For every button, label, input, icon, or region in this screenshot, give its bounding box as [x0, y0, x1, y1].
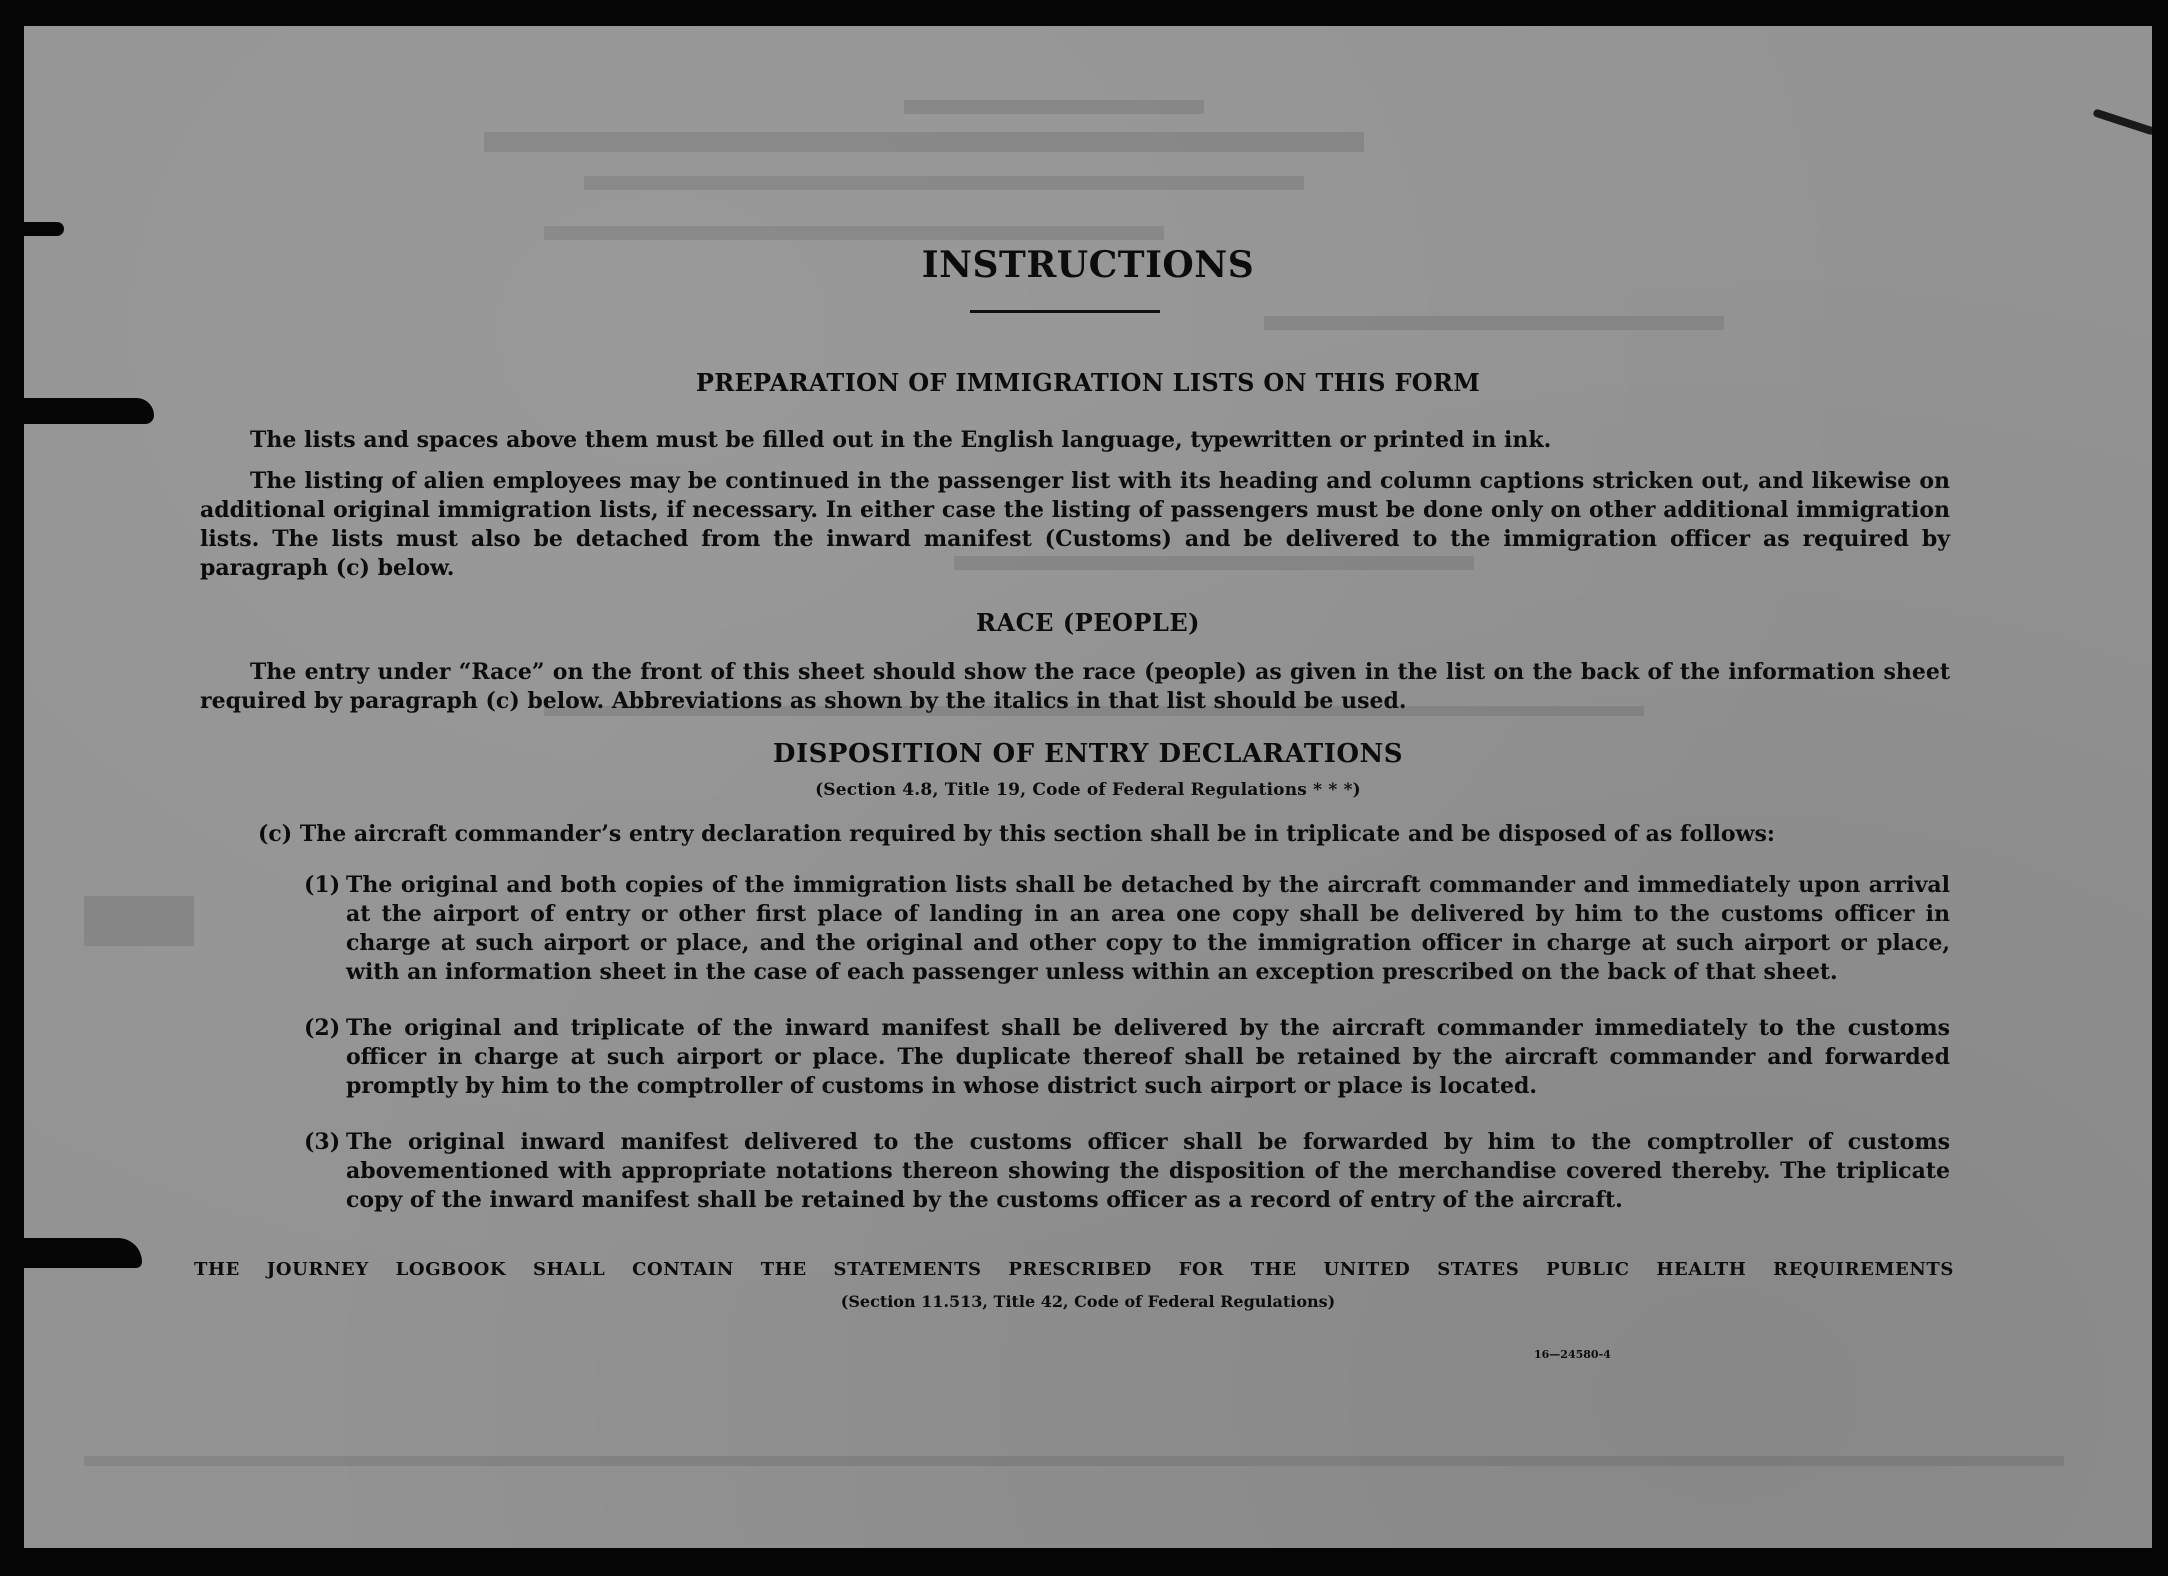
- item-text: The original and both copies of the immigration lists shall be detached by the aircraft commander and immediately upon arrival at the airport of entry or other first place of landing in an area one copy shall be delivered by him to the customs officer in charge at such airport or place, and the original and other copy to the immigration officer in charge at such airport or place, with an information sheet in the case of each passenger unless within an exception prescribed on the back of that sheet.: [346, 872, 1950, 985]
- preparation-paragraph-1: The lists and spaces above them must be filled out in the English language, typewritten or printed in ink.: [250, 427, 1552, 453]
- torn-edge: [24, 398, 154, 424]
- torn-edge: [24, 222, 64, 236]
- item-text: The original and triplicate of the inward manifest shall be delivered by the aircraft commander immediately to the customs officer in charge at such airport or place. The duplicate thereof shall be retained by the aircraft commander and forwarded promptly by him to the comptroller of customs in whose district such airport or place is located.: [346, 1015, 1950, 1099]
- item-number: (2): [304, 1015, 341, 1041]
- disposition-heading: DISPOSITION OF ENTRY DECLARATIONS: [772, 739, 1404, 769]
- title-underline: [970, 310, 1160, 313]
- document-page: [24, 26, 2152, 1548]
- item-number: (1): [304, 872, 341, 898]
- disposition-item-3: [304, 1128, 1950, 1215]
- health-requirements-citation: (Section 11.513, Title 42, Code of Federal Regulations): [840, 1292, 1336, 1311]
- preparation-heading: PREPARATION OF IMMIGRATION LISTS ON THIS FORM: [695, 368, 1481, 397]
- preparation-paragraph-2: The listing of alien employees may be continued in the passenger list with its heading and column captions stricken out, and likewise on additional original immigration lists, if necessary. In either case the listing of passengers must be done only on other additional immigration lists. The lists must also be detached from the inward manifest (Customs) and be delivered to the immigration officer as required by paragraph (c) below.: [200, 468, 1950, 581]
- page-title: INSTRUCTIONS: [921, 244, 1255, 286]
- pen-mark: [2092, 108, 2152, 135]
- form-code: 16—24580-4: [1534, 1348, 1611, 1361]
- torn-edge: [24, 1238, 142, 1268]
- race-paragraph: The entry under “Race” on the front of this sheet should show the race (people) as given in the list on the back of the information sheet required by paragraph (c) below. Abbreviations as shown by the italics in that list should be used.: [200, 659, 1950, 714]
- disposition-intro: (c) The aircraft commander’s entry declaration required by this section shall be in triplicate and be disposed of as follows:: [258, 821, 1775, 847]
- disposition-item-2: [304, 1014, 1950, 1101]
- disposition-item-1: [304, 871, 1950, 987]
- race-heading: RACE (PEOPLE): [976, 608, 1200, 637]
- item-number: (3): [304, 1129, 341, 1155]
- health-requirements-statement: THE JOURNEY LOGBOOK SHALL CONTAIN THE STATEMENTS PRESCRIBED FOR THE UNITED STATES PUBLIC HEALTH REQUIREMENTS: [194, 1259, 1954, 1280]
- disposition-citation: (Section 4.8, Title 19, Code of Federal Regulations * * *): [815, 780, 1361, 800]
- item-text: The original inward manifest delivered to the customs officer shall be forwarded by him to the comptroller of customs abovementioned with appropriate notations thereon showing the disposition of the merchandise covered thereby. The triplicate copy of the inward manifest shall be retained by the customs officer as a record of entry of the aircraft.: [346, 1129, 1950, 1213]
